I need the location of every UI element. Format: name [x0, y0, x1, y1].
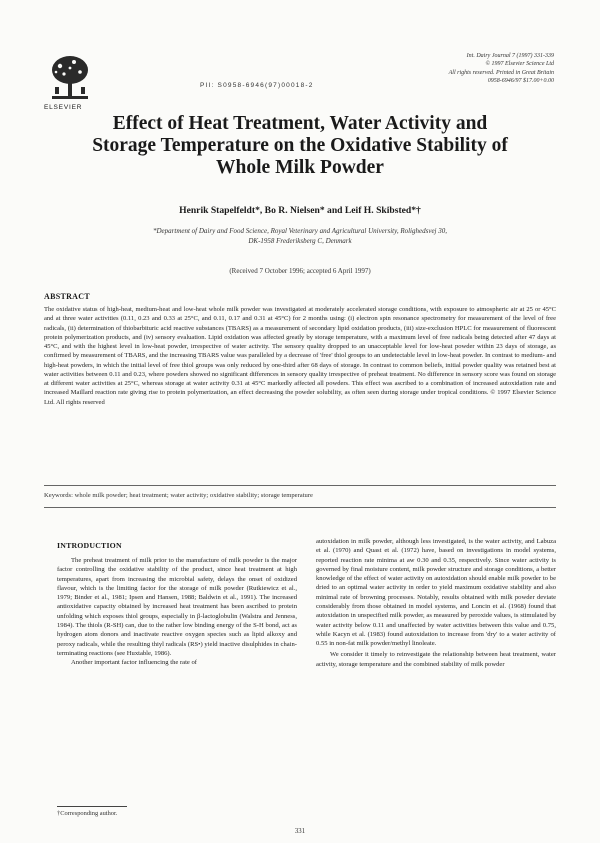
affiliation-line: DK-1958 Frederiksberg C, Denmark — [248, 236, 352, 245]
journal-info — [449, 52, 554, 85]
journal-info-line: 0958-6946/97 $17.00+0.00 — [487, 77, 554, 84]
affiliation-line: *Department of Dairy and Food Science, Royal Veterinary and Agricultural University, Rolighedsvej 30, — [152, 227, 447, 235]
divider — [44, 485, 556, 486]
publisher-name: ELSEVIER — [44, 104, 83, 111]
journal-info-line: All rights reserved. Printed in Great Britain — [448, 69, 554, 76]
paragraph: We consider it timely to reinvestigate the relationship between heat treatment, water activity, storage temperature and the combined stability of milk powder — [316, 651, 556, 668]
title-line: Effect of Heat Treatment, Water Activity and — [112, 113, 488, 134]
paragraph: autoxidation in milk powder, although less investigated, is the water activity, and Labuza et al. (1970) and Quast et al. (1972) have, based on investigations in model systems, reported reaction rate minima at aw 0.30 and 0.35, respectively. Since water activity is governed by final moisture content, milk powder structure and storage conditions, a better knowledge of the effect of water activity on autoxidation should enable milk powder to be dried to an optimal water activity in order to yield maximum oxidative stability and also minimal rate of browning processes. Notably, results obtained with milk powder deviate considerably from those obtained in model systems, and Loncin et al. (1968) found that autoxidation in unspecified milk powder, as measured by peroxide values, is stimulated by water activity below 0.11 and unaffected by water activities between this value and 0.75, while Kacyn et al. (1983) found autoxidation to increase from 'dry' to a water activity of 0.55 in non-fat milk powder/methyl linoleate. — [316, 538, 556, 648]
received-dates: (Received 7 October 1996; accepted 6 April 1997) — [229, 267, 371, 275]
affiliation — [60, 227, 540, 246]
paragraph: The preheat treatment of milk prior to the manufacture of milk powder is the major factor controlling the oxidative stability of the product, since heat treatment at high temperatures, apart from increasing the microbial safety, delays the onset of oxidized flavour, which is the limiting factor for the storage of milk powder (Rutkiewicz et al., 1979; Binder et al., 1981; Ipsen and Hansen, 1988; Baldwin et al., 1991). The increased antioxidative capacity obtained by increased heat treatment has been ascribed to protein unfolding which exposes thiol groups, especially in β-lactoglobulin (Walstra and Jenness, 1984). The thiols (R-SH) can, due to the rather low binding energy of the S-H bond, act as hydrogen atom donors and inactivate reactive oxygen species such as lipid alkoxy and peroxy radicals, while the resulting thiyl radicals (RS•) yield inactive disulphides in chain-terminating reactions (see Huxtable, 1986). — [57, 557, 297, 657]
text-column-left — [57, 556, 297, 667]
pii-code: PII: S0958-6946(97)00018-2 — [200, 82, 314, 89]
abstract-text: The oxidative status of high-heat, medium-heat and low-heat whole milk powder was investigated at moderately accelerated storage conditions, with exposure to atmospheric air at 25 or 45°C and at three water activities (0.11, 0.23 and 0.33 at 25°C, and 0.11, 0.17 and 0.31 at 45°C) for 2 months using: (i) electron spin resonance spectrometry for measurement of the level of free radicals, (ii) determination of thiobarbituric acid reactive substances (TBARS) as a measurement of secondary lipid oxidation products, (iii) size-exclusion HPLC for measurement of fluorescent protein polymerization products, and (iv) sensory evaluation. Lipid oxidation was affected greatly by storage temperature, with a maximum level of free radicals being detected after 47 days at 45°C, and with the highest level in low-heat powder, irrespective of water activity. The sensory quality dropped to an unacceptable level for low-heat powder within 23 days of storage, as confirmed by measurement of TBARS, and the increasing TBARS value was paralleled by a decrease of 'free' thiol groups to an undetectable level in low-heat powder. In contrast to medium- and high-heat powders, in which the initial level of free thiol groups was only reduced by one-third after 68 days of storage. In contrast to common beliefs, initial powder quality was retained best at water activities between 0.11 and 0.23, where powders showed no significant differences in sensory quality irrespective of preheat treatment. No difference in sensory score was found on storage at different water activities at 25°C, whereas storage at water activity 0.31 at 45°C markedly affected all powders. This effect was ascribed to a combination of increased autoxidation rate and increased Maillard reaction rate giving rise to protein polymerization, an effect decreasing the powder solubility, as often seen during storage under tropical conditions. © 1997 Elsevier Science Ltd. All rights reserved — [44, 306, 556, 406]
keywords: Keywords: whole milk powder; heat treatment; water activity; oxidative stability; storage temperature — [44, 492, 313, 499]
journal-info-line: Int. Dairy Journal 7 (1997) 331-339 — [466, 53, 554, 59]
paper-title — [40, 113, 560, 179]
abstract-heading: ABSTRACT — [44, 292, 90, 301]
authors: Henrik Stapelfeldt*, Bo R. Nielsen* and Leif H. Skibsted*† — [179, 205, 421, 216]
journal-info-line: © 1997 Elsevier Science Ltd — [485, 61, 554, 68]
title-line: Storage Temperature on the Oxidative Stability of — [92, 135, 508, 156]
paragraph: Another important factor influencing the rate of — [71, 659, 197, 667]
elsevier-logo — [44, 52, 96, 102]
footnote: †Corresponding author. — [57, 810, 118, 817]
page-number: 331 — [294, 828, 306, 835]
footnote-rule — [57, 806, 127, 807]
section-heading: INTRODUCTION — [57, 541, 122, 550]
title-line: Whole Milk Powder — [216, 157, 384, 178]
text-column-right — [316, 537, 556, 669]
divider — [44, 507, 556, 508]
